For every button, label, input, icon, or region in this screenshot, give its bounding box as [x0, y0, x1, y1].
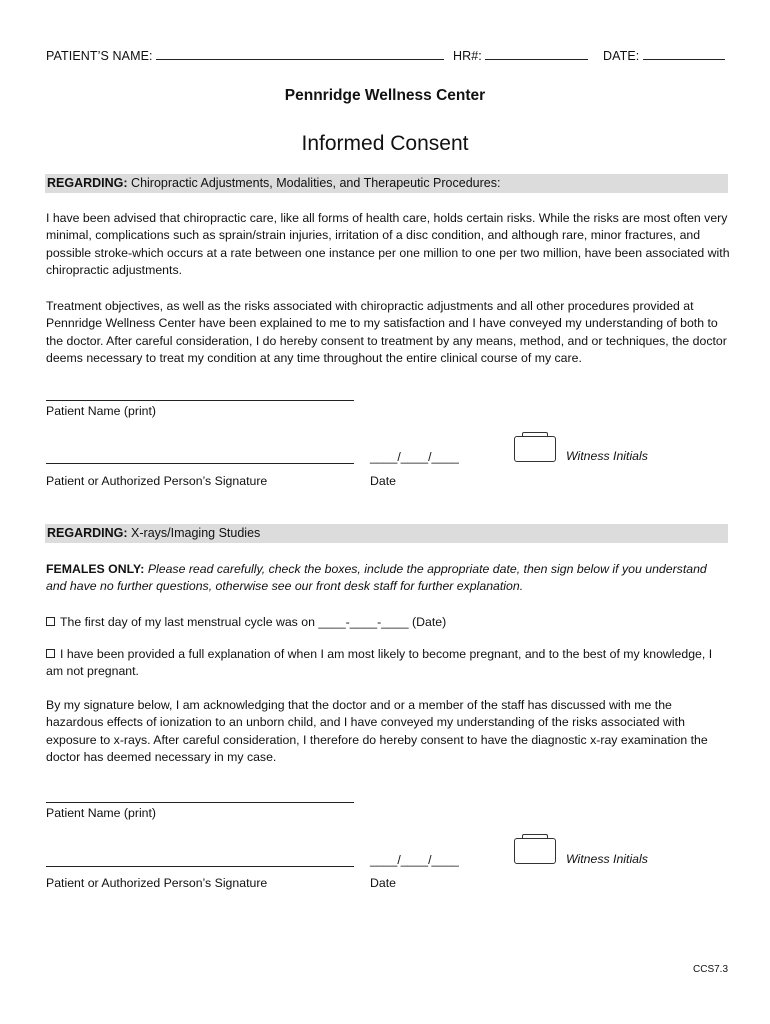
date-header	[603, 47, 725, 63]
hr-field[interactable]	[485, 47, 588, 60]
section1-regarding-text: Chiropractic Adjustments, Modalities, and Therapeutic Procedures:	[131, 176, 501, 190]
section2-patient-name-line[interactable]	[46, 802, 354, 803]
date-field[interactable]	[643, 47, 725, 60]
section2-signature-label: Patient or Authorized Person’s Signature	[46, 876, 268, 890]
section2-date-label: Date	[370, 876, 396, 890]
section1-signature-line[interactable]	[46, 463, 354, 464]
document-title: Informed Consent	[301, 132, 469, 155]
patient-name-field[interactable]	[156, 47, 444, 60]
section1-regarding-label: REGARDING:	[47, 176, 128, 190]
section2-signature-line[interactable]	[46, 866, 354, 867]
section1-banner	[45, 174, 728, 193]
section2-regarding-label: REGARDING:	[47, 526, 128, 540]
section1-paragraph2: Treatment objectives, as well as the risks associated with chiropractic adjustments and all other procedures provided at Pennridge Wellness Center have been explained to me to my satisfaction and I have conveyed my understanding of both to the doctor. After careful consideration, I do hereby consent to treatment by any means, method, and or techniques, the doctor deems necessary to treat my condition at any time throughout the entire clinical course of my care.	[46, 299, 727, 365]
section1-date-blank[interactable]: ____/____/____	[370, 450, 459, 464]
patient-name-header	[46, 47, 444, 63]
section1-date-label: Date	[370, 474, 396, 488]
checkbox2-text: I have been provided a full explanation of when I am most likely to become pregnant, and to the best of my knowledge, I am not pregnant.	[46, 647, 713, 679]
section1-signature-label: Patient or Authorized Person’s Signature	[46, 474, 268, 488]
section2-banner	[45, 524, 728, 543]
section2-witness-box[interactable]	[514, 838, 556, 864]
hr-header	[453, 47, 588, 63]
date-label: DATE:	[603, 49, 640, 63]
section2-regarding-text: X-rays/Imaging Studies	[131, 526, 261, 540]
section2-females-label: FEMALES ONLY:	[46, 562, 145, 576]
section1-witness-initials: Witness Initials	[566, 449, 648, 463]
checkbox-1[interactable]	[46, 617, 55, 626]
section2-checkbox2-row	[46, 646, 730, 681]
section2-females-text: Please read carefully, check the boxes, include the appropriate date, then sign below if you understand and have no further questions, otherwise see our front desk staff for further explanation.	[46, 562, 707, 594]
section1-paragraph1: I have been advised that chiropractic care, like all forms of health care, holds certain risks. While the risks are most often very minimal, complications such as sprain/strain injuries, irritation of a disc condition, and although rare, minor fractures, and possible stroke-which occurs at a rate between one instance per one million to one per two million, have been associated with chiropractic adjustments.	[46, 211, 730, 277]
section2-witness-initials: Witness Initials	[566, 852, 648, 866]
center-name: Pennridge Wellness Center	[284, 87, 486, 104]
section2-females-note	[46, 561, 730, 596]
section1-patient-name-line[interactable]	[46, 400, 354, 401]
section1-patient-name-print: Patient Name (print)	[46, 404, 157, 418]
hr-label: HR#:	[453, 49, 482, 63]
section1-witness-box[interactable]	[514, 436, 556, 462]
section2-patient-name-print: Patient Name (print)	[46, 806, 157, 820]
section2-paragraph: By my signature below, I am acknowledging that the doctor and or a member of the staff has discussed with me the hazardous effects of ionization to an unborn child, and I have conveyed my understanding of the risks associated with exposure to x-rays. After careful consideration, I therefore do hereby consent to have the diagnostic x-ray examination the doctor has deemed necessary in my case.	[46, 698, 708, 764]
footer-code: CCS7.3	[693, 964, 729, 975]
checkbox1-text: The first day of my last menstrual cycle was on ____-____-____ (Date)	[60, 615, 447, 629]
section2-date-blank[interactable]: ____/____/____	[370, 853, 459, 867]
section2-checkbox1-row	[46, 614, 730, 631]
patient-name-label: PATIENT’S NAME:	[46, 49, 153, 63]
checkbox-2[interactable]	[46, 649, 55, 658]
